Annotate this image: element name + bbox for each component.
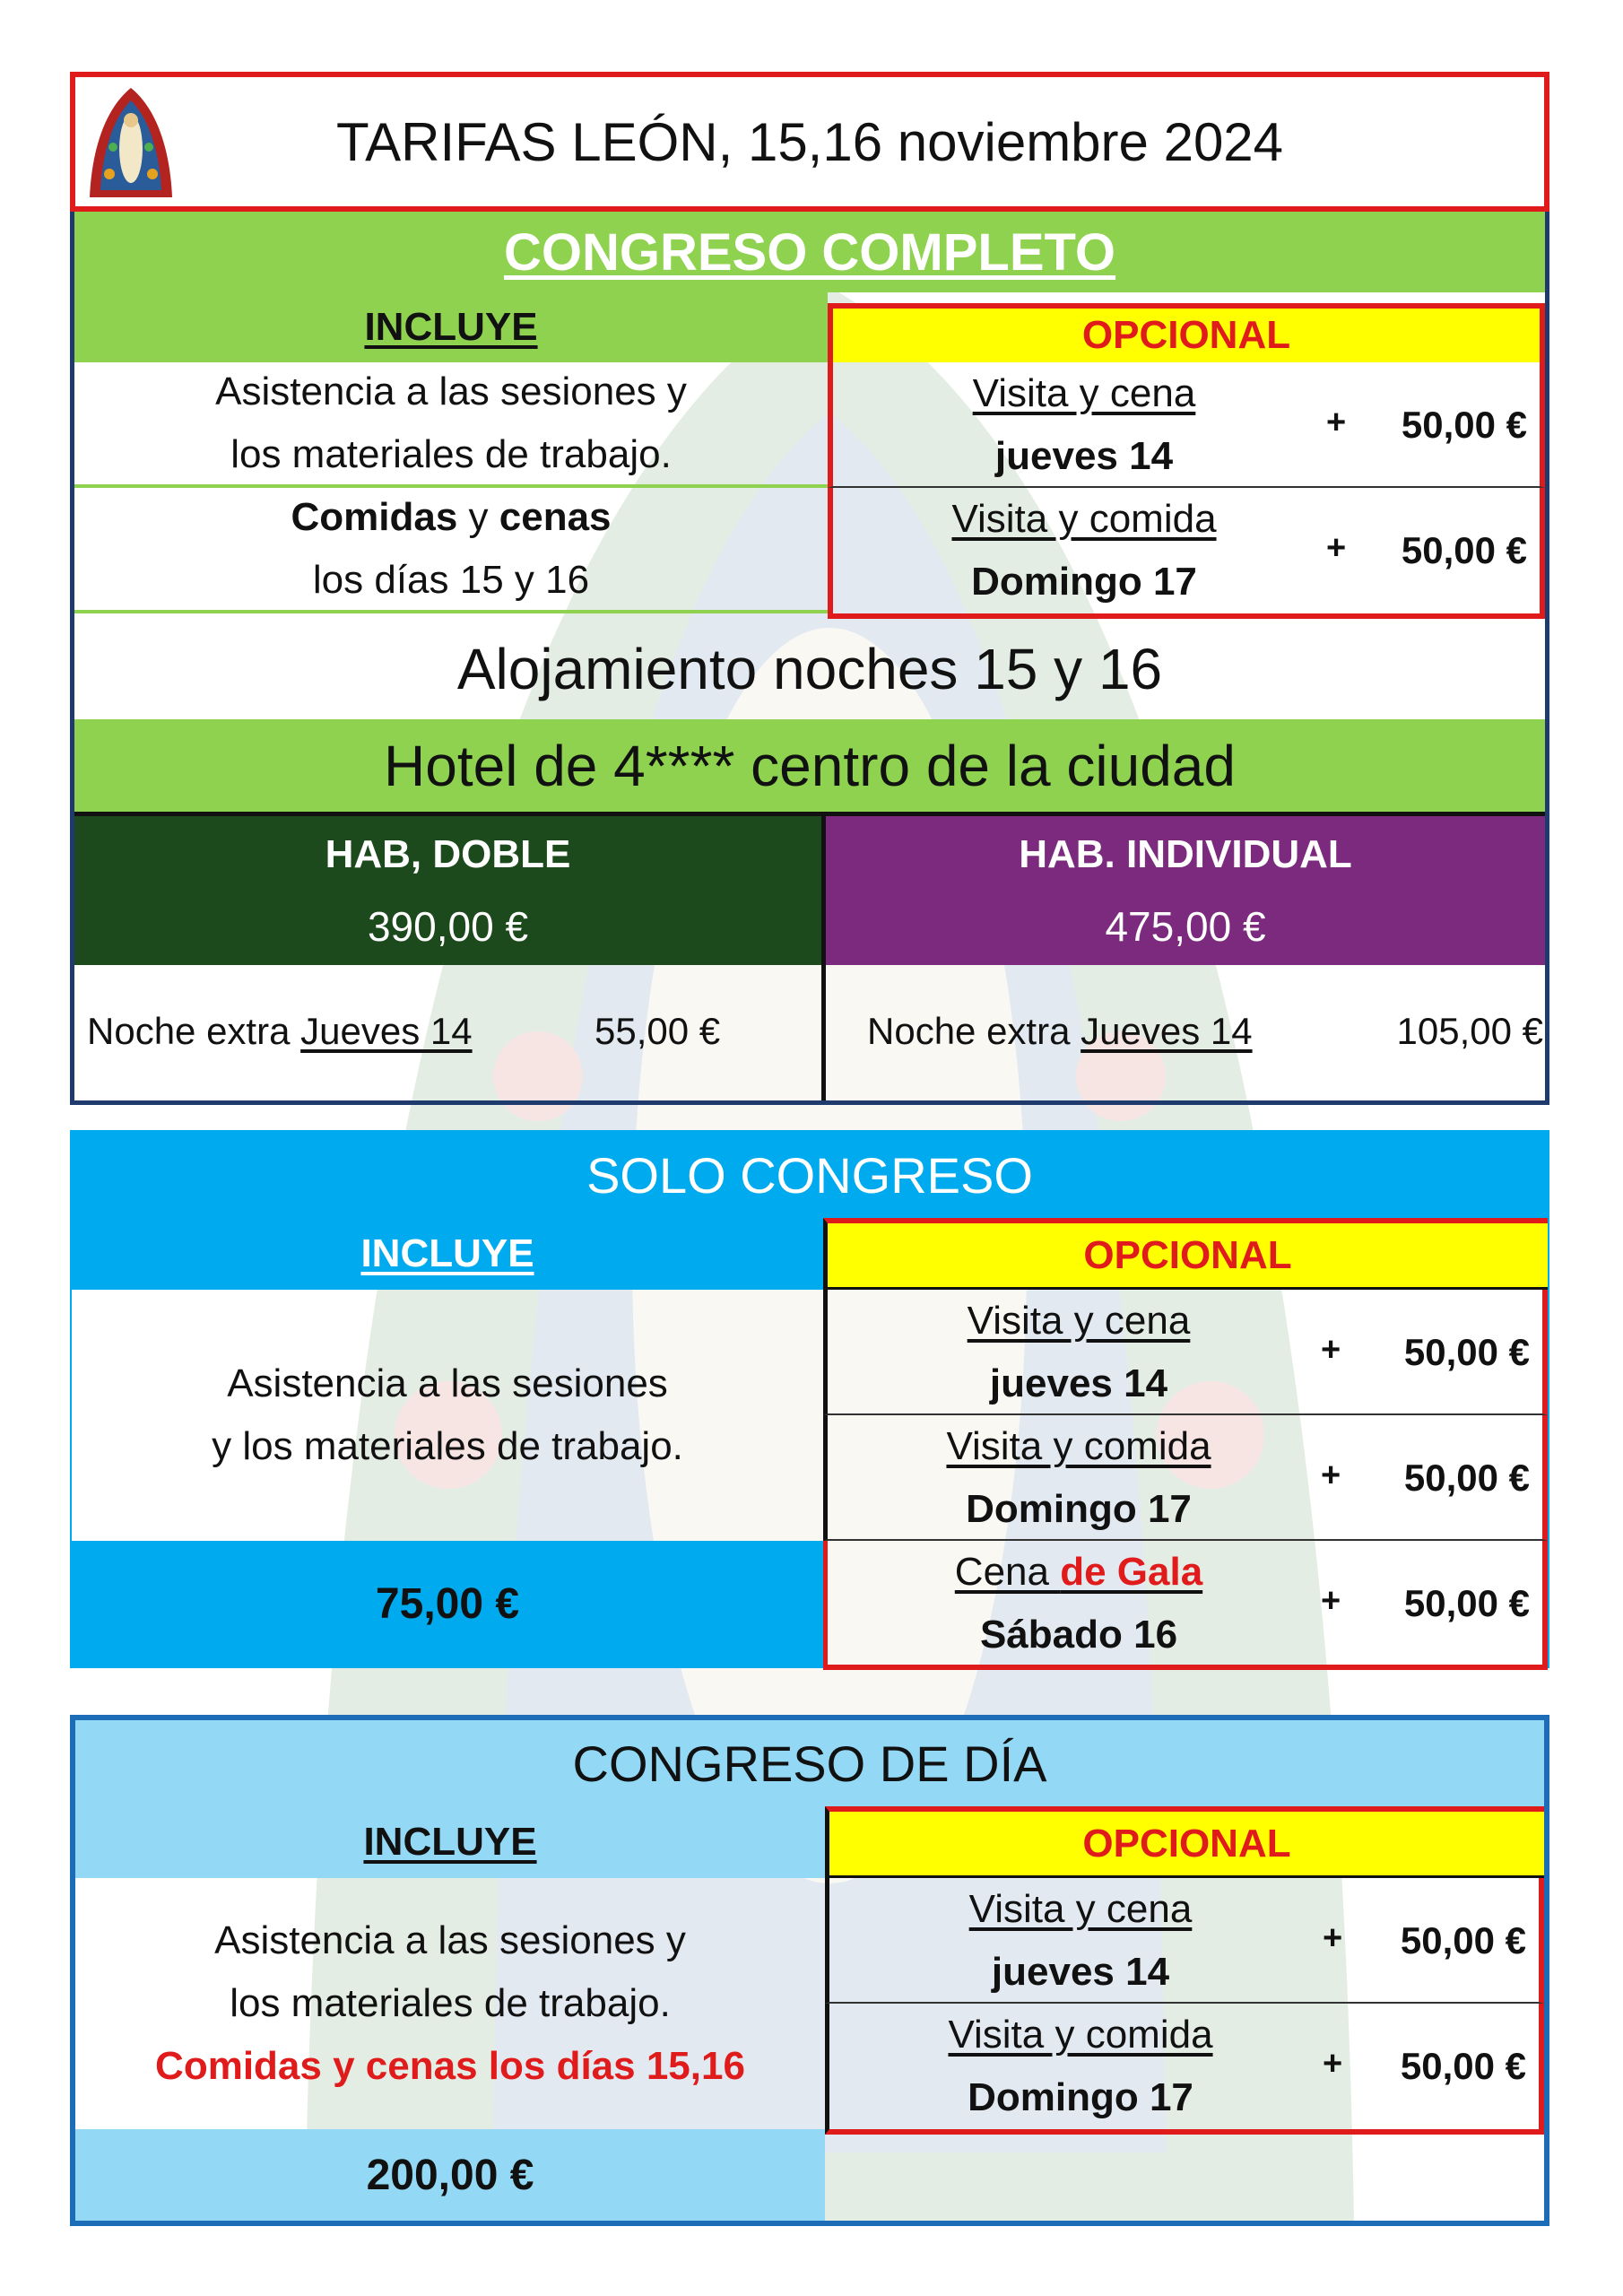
hab-individual-price: 475,00 € — [1105, 903, 1266, 950]
extra-night-individual — [826, 965, 1545, 1100]
solo-opcional-row-3 — [823, 1541, 1548, 1670]
extra-night-price: 55,00 € — [595, 1010, 721, 1052]
completo-heading-bar — [74, 212, 1545, 292]
dia-incluye-header — [75, 1806, 825, 1878]
option-price: 50,00 € — [1400, 1919, 1526, 1961]
extra-night-day: Jueves 14 — [1081, 1010, 1253, 1052]
solo-opcional-row-1 — [823, 1290, 1548, 1415]
alojamiento-text: Alojamiento noches 15 y 16 — [456, 637, 1163, 701]
option-title: Visita y cena — [972, 371, 1196, 415]
dia-opcional-row-1 — [825, 1878, 1544, 2004]
extra-night-label: Noche extra — [87, 1010, 301, 1052]
option-price: 50,00 € — [1401, 529, 1527, 571]
y-text: y — [457, 495, 499, 539]
incluye-label: INCLUYE — [364, 305, 538, 349]
solo-price-box — [72, 1541, 823, 1666]
completo-incluye-row-2 — [74, 488, 828, 613]
extra-night-doble — [74, 965, 826, 1100]
hab-doble-label: HAB, DOBLE — [325, 832, 571, 876]
option-title: Visita y comida — [948, 2013, 1213, 2057]
incluye-text: Asistencia a las sesiones y — [215, 370, 687, 413]
cenas-text: cenas — [499, 495, 612, 539]
incluye-label: INCLUYE — [363, 1820, 537, 1864]
hotel-row — [74, 719, 1545, 816]
option-title: Cena — [954, 1550, 1061, 1594]
dia-meals-note: Comidas y cenas los días 15,16 — [155, 2044, 745, 2088]
opcional-label: OPCIONAL — [1081, 313, 1291, 357]
hab-doble-box — [74, 816, 826, 965]
completo-heading: CONGRESO COMPLETO — [503, 222, 1116, 282]
completo-incluye-header — [74, 292, 828, 362]
completo-opcional-header — [828, 303, 1545, 362]
incluye-text: Asistencia a las sesiones y — [214, 1918, 686, 1962]
option-price: 50,00 € — [1403, 1582, 1530, 1624]
solo-heading-bar — [72, 1132, 1548, 1218]
solo-opcional-header — [823, 1218, 1548, 1290]
solo-opcional-row-2 — [823, 1415, 1548, 1541]
option-price: 50,00 € — [1403, 1331, 1530, 1373]
hab-doble-price: 390,00 € — [367, 903, 529, 950]
comidas-text: Comidas — [291, 495, 458, 539]
completo-incluye-row-1 — [74, 362, 828, 488]
dia-heading-bar — [75, 1720, 1544, 1806]
hab-individual-label: HAB. INDIVIDUAL — [1019, 832, 1352, 876]
completo-opcional-row-1 — [828, 362, 1545, 488]
option-title: Visita y comida — [951, 497, 1217, 541]
option-day: Domingo 17 — [968, 2075, 1193, 2119]
plus-sign: + — [1323, 1919, 1343, 1957]
incluye-text: los materiales de trabajo. — [230, 1981, 671, 2025]
option-day: jueves 14 — [989, 1361, 1168, 1405]
dia-opcional-header — [825, 1806, 1544, 1878]
plus-sign: + — [1321, 1582, 1341, 1620]
dia-price: 200,00 € — [366, 2151, 534, 2199]
solo-heading: SOLO CONGRESO — [586, 1146, 1033, 1204]
incluye-text: los materiales de trabajo. — [230, 432, 672, 476]
extra-night-price: 105,00 € — [1396, 1010, 1543, 1052]
plus-sign: + — [1326, 529, 1347, 567]
dia-heading: CONGRESO DE DÍA — [572, 1735, 1047, 1792]
opcional-label: OPCIONAL — [1083, 1232, 1292, 1277]
congreso-dia-section — [70, 1715, 1549, 2226]
congreso-completo-section — [70, 212, 1549, 1105]
incluye-text: los días 15 y 16 — [312, 558, 590, 602]
gala-text: de Gala — [1060, 1550, 1203, 1594]
option-day: jueves 14 — [994, 434, 1174, 478]
virgin-logo-icon — [86, 84, 176, 201]
solo-incluye-text — [72, 1290, 823, 1541]
option-title: Visita y comida — [946, 1424, 1211, 1468]
completo-opcional-row-2 — [828, 488, 1545, 619]
dia-incluye-text — [75, 1878, 825, 2129]
plus-sign: + — [1321, 1331, 1341, 1369]
option-day: Domingo 17 — [971, 560, 1197, 604]
plus-sign: + — [1321, 1457, 1341, 1494]
plus-sign: + — [1323, 2045, 1343, 2083]
option-day: Sábado 16 — [979, 1613, 1178, 1657]
title-banner — [70, 72, 1549, 212]
option-price: 50,00 € — [1401, 404, 1527, 446]
incluye-label: INCLUYE — [360, 1231, 534, 1275]
option-day: jueves 14 — [991, 1950, 1170, 1994]
incluye-text: Asistencia a las sesiones — [227, 1361, 668, 1405]
extra-night-day: Jueves 14 — [300, 1010, 473, 1052]
hotel-text: Hotel de 4**** centro de la ciudad — [384, 733, 1236, 798]
alojamiento-row — [74, 619, 1545, 719]
option-day: Domingo 17 — [966, 1487, 1192, 1531]
option-title: Visita y cena — [968, 1887, 1193, 1931]
option-price: 50,00 € — [1403, 1457, 1530, 1499]
extra-night-label: Noche extra — [867, 1010, 1081, 1052]
incluye-text: y los materiales de trabajo. — [212, 1424, 683, 1468]
solo-price: 75,00 € — [375, 1579, 520, 1628]
hab-individual-box — [826, 816, 1545, 965]
option-title: Visita y cena — [967, 1299, 1191, 1343]
option-price: 50,00 € — [1400, 2045, 1526, 2087]
solo-congreso-section — [70, 1130, 1549, 1668]
solo-incluye-header — [72, 1218, 823, 1290]
plus-sign: + — [1326, 404, 1347, 441]
page-title: TARIFAS LEÓN, 15,16 noviembre 2024 — [335, 111, 1284, 172]
dia-opcional-row-2 — [825, 2004, 1544, 2135]
opcional-label: OPCIONAL — [1082, 1821, 1291, 1866]
dia-price-box — [75, 2129, 825, 2221]
